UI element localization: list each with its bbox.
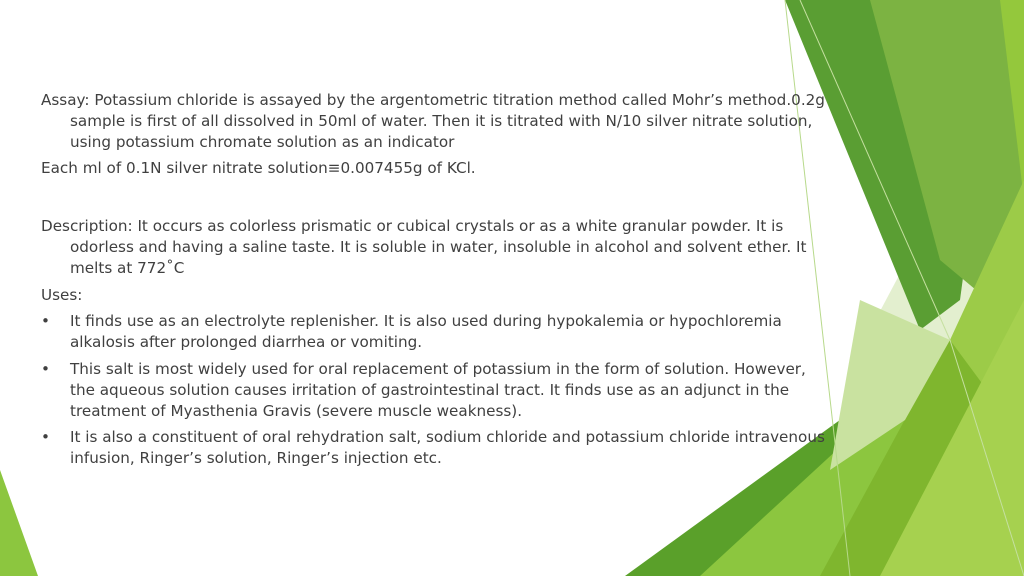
uses-bullet-1 bbox=[41, 311, 831, 353]
bullet-dot: • bbox=[41, 359, 50, 378]
uses-bullet-text: It is also a constituent of oral rehydration salt, sodium chloride and potassium chloride intravenous infusion, Ringer’s solution, Ringer’s injection etc. bbox=[70, 428, 825, 468]
uses-bullet-3 bbox=[41, 427, 831, 469]
equivalence-line: Each ml of 0.1N silver nitrate solution≡0.007455g of KCl. bbox=[41, 159, 476, 178]
bullet-dot: • bbox=[41, 312, 50, 331]
left-green-sliver bbox=[0, 470, 38, 576]
slide-content bbox=[41, 90, 831, 469]
assay-paragraph: Assay: Potassium chloride is assayed by the argentometric titration method called Mohr’s method.0.2g sample is first of all dissolved in 50ml of water. Then it is titrated with N/10 silver nitrate solution, using potassium chromate solution as an indicator bbox=[41, 91, 825, 151]
uses-bullet-2 bbox=[41, 359, 831, 421]
description-paragraph: Description: It occurs as colorless prismatic or cubical crystals or as a white granular powder. It is odorless and having a saline taste. It is soluble in water, insoluble in alcohol and solvent ether. It melts at 772˚C bbox=[41, 217, 807, 277]
uses-bullet-text: This salt is most widely used for oral replacement of potassium in the form of solution. However, the aqueous solution causes irritation of gastrointestinal tract. It finds use as an adjunct in the treatment of Myasthenia Gravis (severe muscle weakness). bbox=[70, 359, 806, 420]
uses-bullet-text: It finds use as an electrolyte replenisher. It is also used during hypokalemia or hypochloremia alkalosis after prolonged diarrhea or vomiting. bbox=[70, 312, 782, 352]
bullet-dot: • bbox=[41, 428, 50, 447]
uses-heading: Uses: bbox=[41, 285, 83, 304]
